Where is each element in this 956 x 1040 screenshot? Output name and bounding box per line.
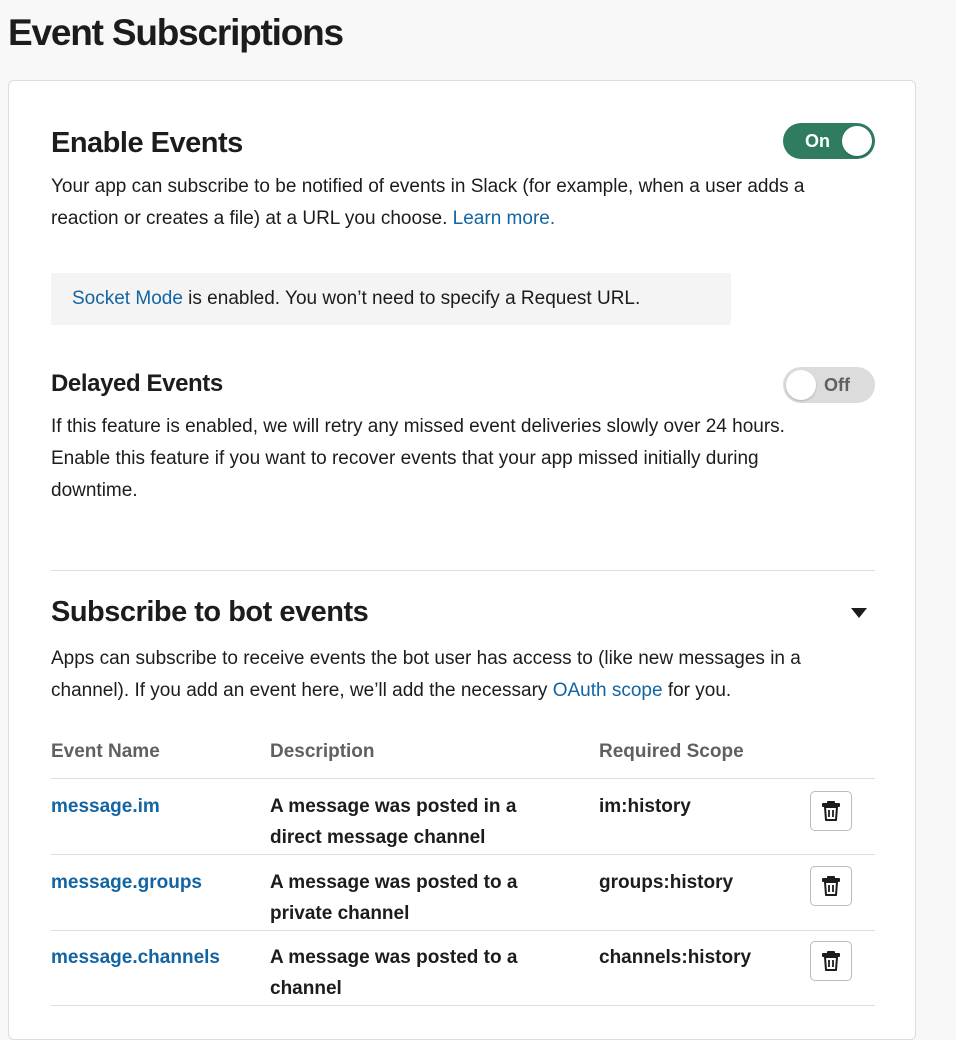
event-name-link[interactable]: message.groups — [51, 872, 202, 893]
enable-events-description — [51, 171, 891, 235]
event-description-line2: channel — [270, 978, 342, 999]
enable-events-toggle[interactable] — [783, 123, 875, 159]
column-header-description: Description — [270, 741, 375, 762]
bot-events-line2-pre: channel). If you add an event here, we’ll add the necessary — [51, 680, 553, 701]
event-scope: im:history — [599, 796, 691, 817]
caret-down-icon[interactable] — [851, 608, 867, 618]
socket-mode-link[interactable]: Socket Mode — [72, 288, 183, 309]
bot-events-line2-post: for you. — [662, 680, 732, 701]
enable-events-title: Enable Events — [51, 127, 243, 159]
delayed-events-line1: If this feature is enabled, we will retry any missed event deliveries slowly over 24 hours. — [51, 416, 785, 437]
event-description-line2: private channel — [270, 903, 410, 924]
delayed-events-title: Delayed Events — [51, 370, 223, 397]
bot-events-description — [51, 643, 891, 707]
enable-events-toggle-label: On — [805, 131, 830, 151]
row-divider — [51, 854, 875, 855]
learn-more-link[interactable]: Learn more. — [452, 208, 556, 229]
table-header-divider — [51, 778, 875, 779]
event-description-line1: A message was posted in a — [270, 796, 517, 817]
column-header-event-name: Event Name — [51, 741, 160, 762]
event-name-link[interactable]: message.channels — [51, 947, 220, 968]
delete-event-button[interactable] — [810, 791, 852, 831]
enable-events-desc-line2: reaction or creates a file) at a URL you choose. — [51, 208, 448, 229]
column-header-required-scope: Required Scope — [599, 741, 744, 762]
enable-events-desc-line1: Your app can subscribe to be notified of events in Slack (for example, when a user adds a — [51, 176, 805, 197]
trash-icon — [822, 875, 840, 897]
event-description — [270, 791, 560, 853]
delayed-events-line3: downtime. — [51, 480, 138, 501]
delete-event-button[interactable] — [810, 941, 852, 981]
socket-mode-notice-text: is enabled. You won’t need to specify a Request URL. — [182, 288, 641, 309]
delete-event-button[interactable] — [810, 866, 852, 906]
bot-events-title: Subscribe to bot events — [51, 596, 369, 628]
event-description-line1: A message was posted to a — [270, 872, 518, 893]
toggle-knob — [786, 370, 816, 400]
event-description-line2: direct message channel — [270, 827, 486, 848]
toggle-knob — [842, 126, 872, 156]
delayed-events-toggle-label: Off — [824, 375, 850, 395]
event-description-line1: A message was posted to a — [270, 947, 518, 968]
event-name-link[interactable]: message.im — [51, 796, 160, 817]
page-title: Event Subscriptions — [8, 12, 343, 53]
delayed-events-line2: Enable this feature if you want to recover events that your app missed initially during — [51, 448, 759, 469]
section-divider — [51, 570, 875, 571]
row-divider — [51, 930, 875, 931]
event-subscriptions-card — [8, 80, 916, 1040]
socket-mode-notice — [51, 273, 731, 325]
oauth-scope-link[interactable]: OAuth scope — [552, 680, 663, 701]
event-scope: channels:history — [599, 947, 752, 968]
trash-icon — [822, 800, 840, 822]
delayed-events-toggle[interactable] — [783, 367, 875, 403]
trash-icon — [822, 950, 840, 972]
event-description — [270, 942, 560, 1004]
row-divider — [51, 1005, 875, 1006]
bot-events-line1: Apps can subscribe to receive events the bot user has access to (like new messages in a — [51, 648, 801, 669]
delayed-events-description — [51, 411, 891, 507]
event-scope: groups:history — [599, 872, 734, 893]
event-description — [270, 867, 560, 929]
